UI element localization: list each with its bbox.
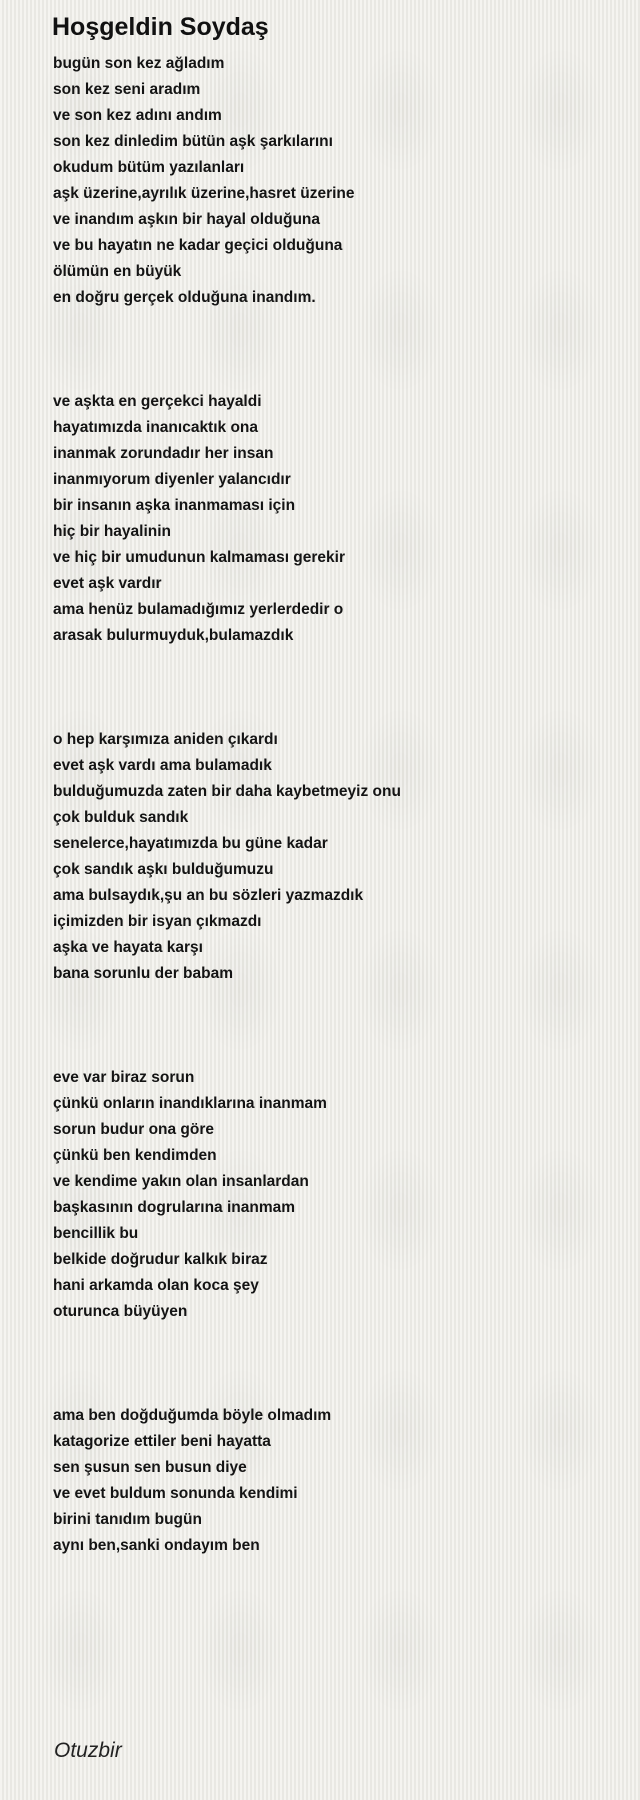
- poem-line: sorun budur ona göre: [53, 1121, 215, 1138]
- stanza-3: [53, 727, 401, 987]
- poem-line: son kez seni aradım: [53, 81, 201, 98]
- poem-line: aşka ve hayata karşı: [53, 939, 203, 956]
- poem-line: ama bulsaydık,şu an bu sözleri yazmazdık: [53, 887, 364, 904]
- poem-line: çünkü ben kendimden: [53, 1147, 217, 1164]
- poem-author: Otuzbir: [54, 1739, 122, 1762]
- poem-line: bana sorunlu der babam: [53, 965, 234, 982]
- poem-line: belkide doğrudur kalkık biraz: [53, 1251, 268, 1268]
- stanza-4: [53, 1065, 401, 1325]
- poem-line: o hep karşımıza aniden çıkardı: [53, 731, 278, 748]
- poem-line: en doğru gerçek olduğuna inandım.: [53, 289, 316, 306]
- poem-body: [53, 51, 401, 1559]
- poem-line: ve hiç bir umudunun kalmaması gerekir: [53, 549, 346, 566]
- poem-line: birini tanıdım bugün: [53, 1511, 202, 1528]
- poem-line: bencillik bu: [53, 1225, 139, 1242]
- poem-line: evet aşk vardır: [53, 575, 162, 592]
- poem-line: içimizden bir isyan çıkmazdı: [53, 913, 262, 930]
- stanza-1: [53, 51, 401, 311]
- poem-line: ve evet buldum sonunda kendimi: [53, 1485, 298, 1502]
- poem-line: katagorize ettiler beni hayatta: [53, 1433, 271, 1450]
- poem-title: Hoşgeldin Soydaş: [52, 13, 269, 41]
- poem-line: çok sandık aşkı bulduğumuzu: [53, 861, 274, 878]
- poem-line: ölümün en büyük: [53, 263, 182, 280]
- poem-line: başkasının dogrularına inanmam: [53, 1199, 296, 1216]
- poem-line: bugün son kez ağladım: [53, 55, 225, 72]
- poem-line: bulduğumuzda zaten bir daha kaybetmeyiz onu: [53, 783, 401, 800]
- poem-line: okudum bütüm yazılanları: [53, 159, 245, 176]
- poem-line: aşk üzerine,ayrılık üzerine,hasret üzerine: [53, 185, 355, 202]
- stanza-5: [53, 1403, 401, 1559]
- poem-line: oturunca büyüyen: [53, 1303, 188, 1320]
- poem-line: hayatımızda inanıcaktık ona: [53, 419, 259, 436]
- poem-line: ama ben doğduğumda böyle olmadım: [53, 1407, 332, 1424]
- poem-line: ve aşkta en gerçekci hayaldi: [53, 393, 262, 410]
- poem-line: bir insanın aşka inanmaması için: [53, 497, 296, 514]
- poem-line: ve inandım aşkın bir hayal olduğuna: [53, 211, 321, 228]
- poem-line: evet aşk vardı ama bulamadık: [53, 757, 272, 774]
- poem-line: arasak bulurmuyduk,bulamazdık: [53, 627, 294, 644]
- poem-line: inanmak zorundadır her insan: [53, 445, 274, 462]
- poem-line: hani arkamda olan koca şey: [53, 1277, 259, 1294]
- poem-line: eve var biraz sorun: [53, 1069, 195, 1086]
- stanza-2: [53, 389, 401, 649]
- poem-line: çok bulduk sandık: [53, 809, 189, 826]
- poem-line: ve son kez adını andım: [53, 107, 222, 124]
- poem-line: hiç bir hayalinin: [53, 523, 171, 540]
- poem-line: ve bu hayatın ne kadar geçici olduğuna: [53, 237, 343, 254]
- poem-line: son kez dinledim bütün aşk şarkılarını: [53, 133, 333, 150]
- poem-line: çünkü onların inandıklarına inanmam: [53, 1095, 327, 1112]
- poem-line: senelerce,hayatımızda bu güne kadar: [53, 835, 328, 852]
- poem-line: inanmıyorum diyenler yalancıdır: [53, 471, 291, 488]
- poem-line: aynı ben,sanki ondayım ben: [53, 1537, 260, 1554]
- poem-line: ve kendime yakın olan insanlardan: [53, 1173, 309, 1190]
- poem-line: ama henüz bulamadığımız yerlerdedir o: [53, 601, 344, 618]
- poem-line: sen şusun sen busun diye: [53, 1459, 247, 1476]
